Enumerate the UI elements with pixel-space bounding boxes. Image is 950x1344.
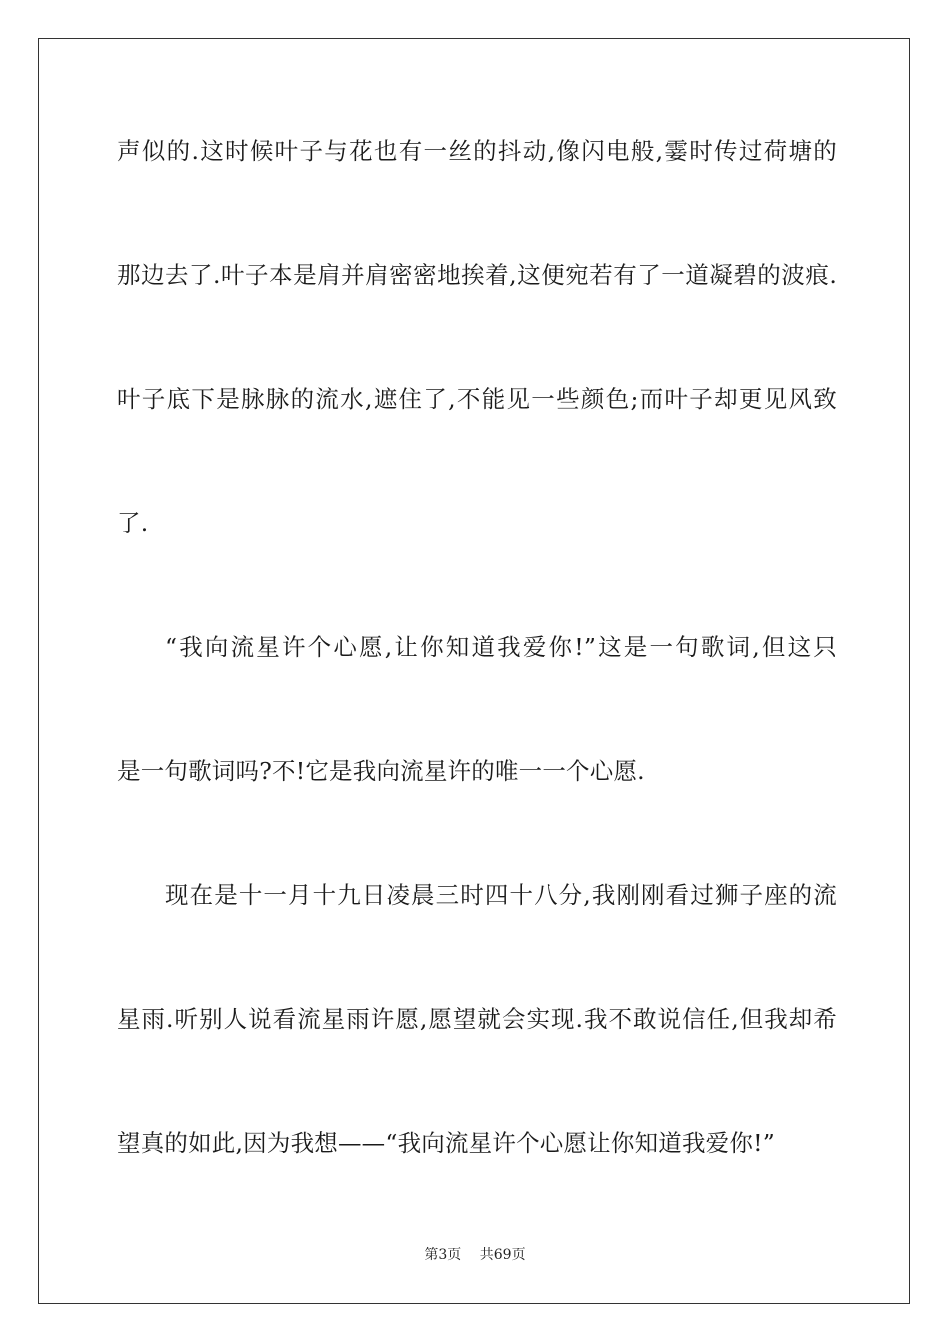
text-line-4: 了. [117, 509, 149, 537]
text-line-7: 现在是十一月十九日凌晨三时四十八分,我刚刚看过狮子座的流 [165, 881, 837, 909]
text-line-5: “我向流星许个心愿,让你知道我爱你!”这是一句歌词,但这只 [165, 633, 837, 661]
text-line-8: 星雨.听别人说看流星雨许愿,愿望就会实现.我不敢说信任,但我却希 [117, 1005, 837, 1033]
page-border [38, 38, 910, 1304]
text-line-6: 是一句歌词吗?不!它是我向流星许的唯一一个心愿. [117, 757, 645, 785]
page-number: 第3页 [424, 1247, 462, 1263]
text-line-3: 叶子底下是脉脉的流水,遮住了,不能见一些颜色;而叶子却更见风致 [117, 385, 837, 413]
page-footer [0, 1246, 950, 1264]
text-line-9: 望真的如此,因为我想——“我向流星许个心愿让你知道我爱你!” [117, 1129, 775, 1157]
text-line-1: 声似的.这时候叶子与花也有一丝的抖动,像闪电般,霎时传过荷塘的 [117, 137, 837, 165]
text-line-2: 那边去了.叶子本是肩并肩密密地挨着,这便宛若有了一道凝碧的波痕. [117, 261, 837, 289]
total-pages: 共69页 [479, 1247, 526, 1263]
